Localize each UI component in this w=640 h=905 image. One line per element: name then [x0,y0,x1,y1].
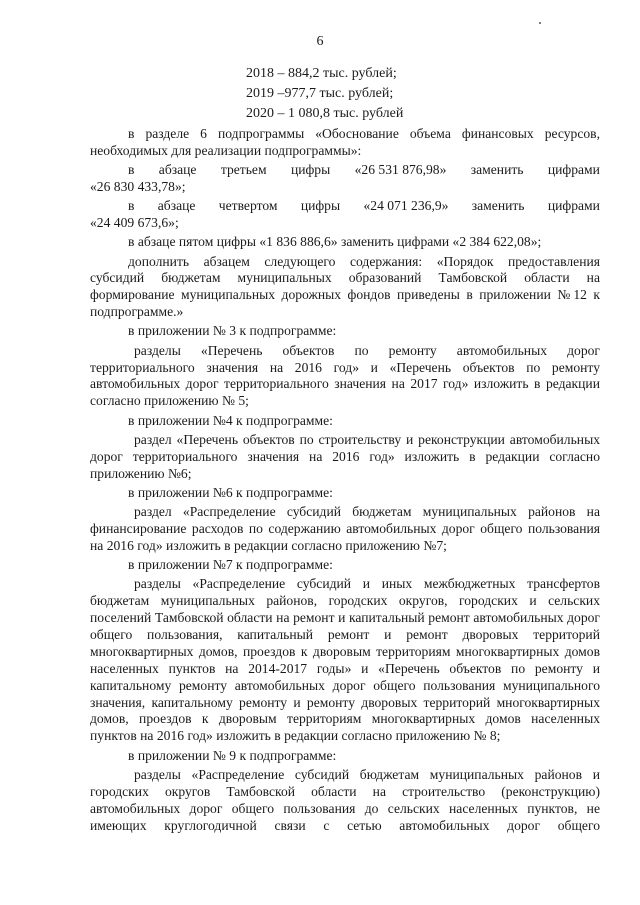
year-line-2018: 2018 – 884,2 тыс. рублей; [246,66,397,81]
paragraph-appendix3-body: разделы «Перечень объектов по ремонту автомобильных дорог территориального значения на 2016 год» и «Перечень объектов по ремонту автомобильных дорог территориального значения на 2017 год» изложить в редакции согласно приложению № 5; [90,342,600,409]
paragraph-appendix9-heading: в приложении № 9 к подпрограмме: [128,747,337,763]
paragraph-appendix9-body: разделы «Распределение субсидий бюджетам муниципальных районов и городских округов Тамбовской области на строительство (реконструкцию) автомобильных дорог общего пользования до сельских населенных пунктов, не имеющих круглогодичной связи с сетью автомобильных дорог общего [90,766,600,833]
paragraph-appendix4-heading: в приложении №4 к подпрограмме: [128,412,333,428]
document-body [90,126,600,837]
paragraph-abzac3-line2: «26 830 433,78»; [90,179,186,195]
paragraph-section6: в разделе 6 подпрограммы «Обоснование объема финансовых ресурсов, необходимых для реализации подпрограммы»: [90,126,600,158]
paragraph-addition: дополнить абзацем следующего содержания: «Порядок предоставления субсидий бюджетам муниципальных образований Тамбовской области на формирование муниципальных дорожных фондов приведены в приложении №12 к подпрограмме.» [90,253,600,320]
paragraph-abzac4 [90,198,600,232]
paragraph-abzac4-line1: в абзаце четвертом цифры «24 071 236,9» заменить цифрами [128,198,600,214]
paragraph-appendix3-heading: в приложении № 3 к подпрограмме: [128,323,337,339]
paragraph-abzac3-line1: в абзаце третьем цифры «26 531 876,98» заменить цифрами [128,162,600,178]
paragraph-abzac3 [90,162,600,196]
paragraph-abzac5: в абзаце пятом цифры «1 836 886,6» заменить цифрами «2 384 622,08»; [128,234,542,250]
paragraph-appendix6-heading: в приложении №6 к подпрограмме: [128,484,333,500]
page-number: 6 [316,34,324,49]
paragraph-appendix4-body: раздел «Перечень объектов по строительству и реконструкции автомобильных дорог территориального значения на 2016 год» изложить в редакции согласно приложению №6; [90,431,600,481]
year-line-2020: 2020 – 1 080,8 тыс. рублей [246,106,404,121]
paragraph-appendix7-heading: в приложении №7 к подпрограмме: [128,557,333,573]
year-line-2019: 2019 –977,7 тыс. рублей; [246,86,394,101]
paragraph-appendix6-body: раздел «Распределение субсидий бюджетам муниципальных районов на финансирование расходов по содержанию автомобильных дорог общего пользования на 2016 год» изложить в редакции согласно приложению №7; [90,504,600,553]
paragraph-appendix7-body: разделы «Распределение субсидий и иных межбюджетных трансфертов бюджетам муниципальных районов, городских округов, городских и сельских поселений Тамбовской области на ремонт и капитальный ремонт автомобильных дорог общего пользования, капитальный ремонт и ремонт дворовых территорий многоквартирных домов, проездов к дворовым территориям многоквартирных домов населенных пунктов на 2014-2017 годы» и «Перечень объектов по ремонту и капитальному ремонту автомобильных дорог общего пользования муниципального значения, капитальному ремонту и ремонту дворовых территорий многоквартирных домов, проездов к дворовым территориям многоквартирных домов населенных пунктов на 2016 год» изложить в редакции согласно приложению № 8; [90,576,600,744]
paragraph-abzac4-line2: «24 409 673,6»; [90,215,179,231]
scan-speck [539,22,541,24]
